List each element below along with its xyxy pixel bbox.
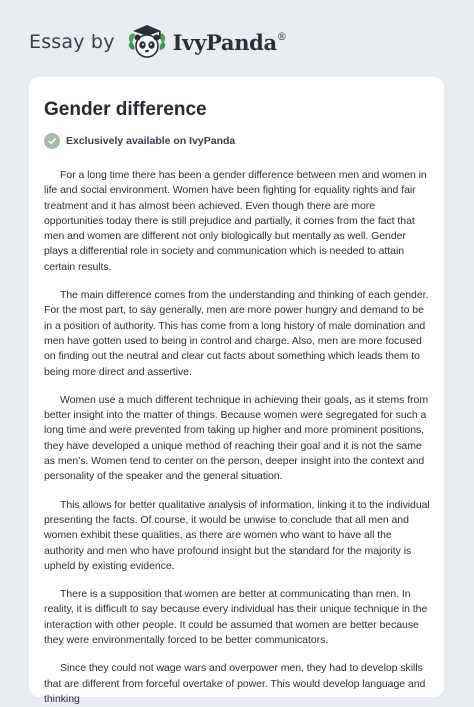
exclusive-badge-text: Exclusively available on IvyPanda xyxy=(66,135,236,147)
panda-graduate-icon xyxy=(125,22,169,62)
essay-card xyxy=(29,77,444,705)
essay-paragraph: The main difference comes from the understanding and thinking of each gender. For the most part, to say generally, men are more power hungry and demand to be in a position of authority. This has come from a long history of male domination and men have gotten used to being in control and charge. Also, men are more focused on finding out the neutral and clear cut facts about something which leads them to being more direct and assertive. xyxy=(44,289,429,378)
exclusive-badge xyxy=(44,133,430,149)
essay-title: Gender difference xyxy=(44,99,207,120)
essay-paragraph: Women use a much different technique in achieving their goals, as it stems from better insight into the matter of things. Because women were segregated for such a long time and were prevented from taking up higher and more prominent positions, they have developed a unique method of reaching their goal and it is not the same as men’s. Women tend to center on the person, deeper insight into the context and personality of the speaker and the general situation. xyxy=(44,393,429,483)
essay-paragraph: This allows for better qualitative analysis of information, linking it to the individual presenting the facts. Of course, it would be unwise to conclude that all men and women exhibit these qualities, as there are women who want to have all the authority and men who have profound insight but the standard for the majority is upheld by existing evidence. xyxy=(44,498,430,572)
ivypanda-logo[interactable] xyxy=(125,22,287,62)
check-icon xyxy=(44,133,60,149)
essay-paragraph: Since they could not wage wars and overpower men, they had to develop skills that are different from forceful overtake of power. This would develop language and thinking xyxy=(44,662,426,705)
brand-name: IvyPanda® xyxy=(172,29,287,55)
essay-by-label: Essay by xyxy=(29,31,115,53)
essay-paragraph: There is a supposition that women are better at communicating than men. In reality, it is difficult to say because every individual has their unique technique in the interaction with other people. It could be assumed that women are better because they were environmentally forced to be better communicators. xyxy=(44,588,428,647)
essay-paragraph: For a long time there has been a gender difference between men and women in life and social environment. Women have been fighting for equality rights and fair treatment and it has almost been achieved. Even though there are more opportunities today there is still prejudice and partially, it comes from the fact that men and women are different not only biologically but mentally as well. Gender plays a differential role in society and communication which is needed to attain certain results. xyxy=(44,169,427,273)
registered-mark: ® xyxy=(276,31,287,43)
site-header xyxy=(0,0,474,84)
